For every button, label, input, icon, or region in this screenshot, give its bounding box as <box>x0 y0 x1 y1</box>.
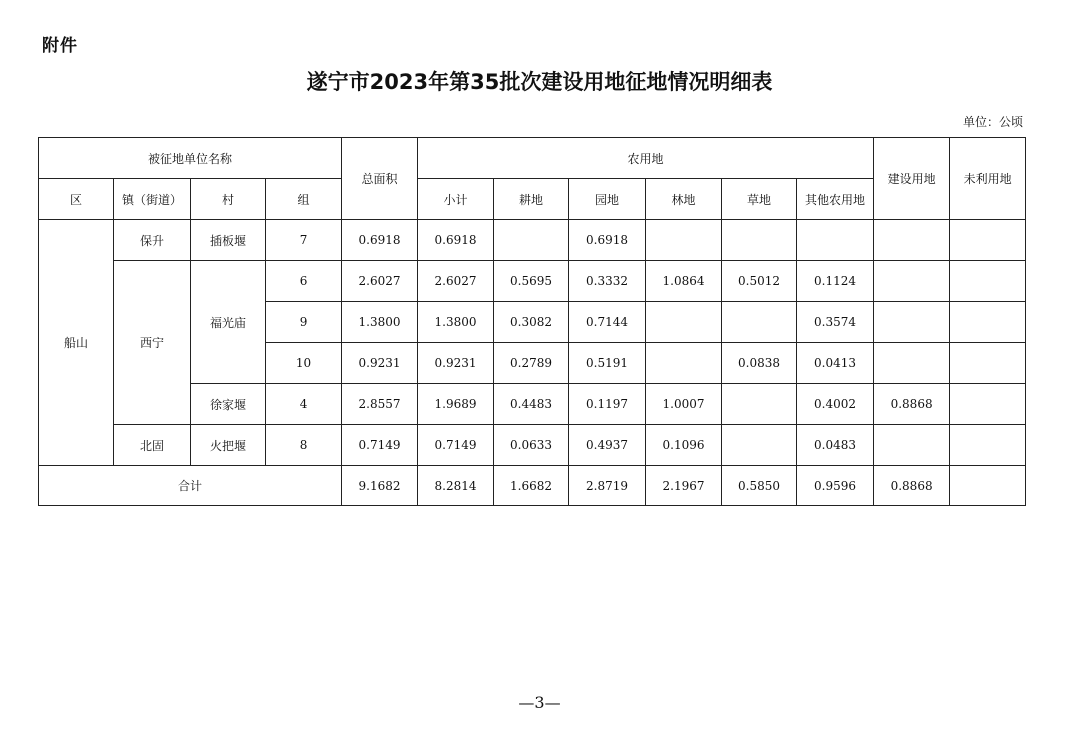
town-cell: 北固 <box>114 425 191 466</box>
forest-cell <box>646 302 722 343</box>
group-cell: 6 <box>266 261 342 302</box>
cultivated-cell: 0.3082 <box>494 302 569 343</box>
unused-cell <box>950 220 1026 261</box>
header-town: 镇（街道） <box>114 179 191 220</box>
header-agri-land: 农用地 <box>418 138 874 179</box>
grass-cell: 0.5012 <box>722 261 797 302</box>
cultivated-cell <box>494 220 569 261</box>
group-cell: 7 <box>266 220 342 261</box>
header-subtotal: 小计 <box>418 179 494 220</box>
garden-cell: 0.7144 <box>569 302 646 343</box>
cultivated-cell: 0.4483 <box>494 384 569 425</box>
construction-cell <box>874 425 950 466</box>
construction-cell <box>874 343 950 384</box>
forest-cell: 0.1096 <box>646 425 722 466</box>
header-village: 村 <box>191 179 266 220</box>
garden-cell: 0.6918 <box>569 220 646 261</box>
group-cell: 9 <box>266 302 342 343</box>
construction-cell <box>874 261 950 302</box>
forest-cell <box>646 220 722 261</box>
forest-cell: 2.1967 <box>646 466 722 506</box>
header-garden: 园地 <box>569 179 646 220</box>
town-cell: 西宁 <box>114 261 191 425</box>
header-unused: 未利用地 <box>950 138 1026 220</box>
land-acquisition-table <box>38 137 1026 506</box>
other-agri-cell: 0.1124 <box>797 261 874 302</box>
construction-cell: 0.8868 <box>874 466 950 506</box>
other-agri-cell: 0.0413 <box>797 343 874 384</box>
garden-cell: 0.5191 <box>569 343 646 384</box>
total-area-cell: 2.6027 <box>342 261 418 302</box>
other-agri-cell: 0.9596 <box>797 466 874 506</box>
unused-cell <box>950 425 1026 466</box>
group-cell: 8 <box>266 425 342 466</box>
header-unit-name: 被征地单位名称 <box>39 138 342 179</box>
subtotal-cell: 0.7149 <box>418 425 494 466</box>
garden-cell: 0.4937 <box>569 425 646 466</box>
village-cell: 福光庙 <box>191 261 266 384</box>
other-agri-cell: 0.3574 <box>797 302 874 343</box>
total-area-cell: 0.6918 <box>342 220 418 261</box>
grass-cell: 0.0838 <box>722 343 797 384</box>
subtotal-cell: 8.2814 <box>418 466 494 506</box>
unused-cell <box>950 261 1026 302</box>
group-cell: 10 <box>266 343 342 384</box>
cultivated-cell: 0.2789 <box>494 343 569 384</box>
total-label: 合计 <box>39 466 342 506</box>
annex-label: 附件 <box>42 36 78 56</box>
header-grass: 草地 <box>722 179 797 220</box>
subtotal-cell: 0.9231 <box>418 343 494 384</box>
grass-cell <box>722 384 797 425</box>
table-row <box>39 261 1026 302</box>
total-area-cell: 0.9231 <box>342 343 418 384</box>
unused-cell <box>950 384 1026 425</box>
construction-cell <box>874 220 950 261</box>
village-cell: 插板堰 <box>191 220 266 261</box>
unit-label: 单位：公顷 <box>962 115 1023 129</box>
garden-cell: 0.3332 <box>569 261 646 302</box>
header-group: 组 <box>266 179 342 220</box>
header-other-agri: 其他农用地 <box>797 179 874 220</box>
district-cell: 船山 <box>39 220 114 466</box>
subtotal-cell: 1.3800 <box>418 302 494 343</box>
village-cell: 徐家堰 <box>191 384 266 425</box>
grass-cell <box>722 425 797 466</box>
construction-cell <box>874 302 950 343</box>
unused-cell <box>950 466 1026 506</box>
unused-cell <box>950 302 1026 343</box>
total-area-cell: 0.7149 <box>342 425 418 466</box>
group-cell: 4 <box>266 384 342 425</box>
construction-cell: 0.8868 <box>874 384 950 425</box>
other-agri-cell <box>797 220 874 261</box>
page-number: —3— <box>518 693 561 712</box>
other-agri-cell: 0.4002 <box>797 384 874 425</box>
cultivated-cell: 0.0633 <box>494 425 569 466</box>
unused-cell <box>950 343 1026 384</box>
grass-cell <box>722 302 797 343</box>
header-total-area: 总面积 <box>342 138 418 220</box>
subtotal-cell: 2.6027 <box>418 261 494 302</box>
table-row <box>39 220 1026 261</box>
header-forest: 林地 <box>646 179 722 220</box>
cultivated-cell: 1.6682 <box>494 466 569 506</box>
town-cell: 保升 <box>114 220 191 261</box>
garden-cell: 0.1197 <box>569 384 646 425</box>
cultivated-cell: 0.5695 <box>494 261 569 302</box>
total-area-cell: 1.3800 <box>342 302 418 343</box>
forest-cell: 1.0007 <box>646 384 722 425</box>
header-cultivated: 耕地 <box>494 179 569 220</box>
forest-cell: 1.0864 <box>646 261 722 302</box>
header-district: 区 <box>39 179 114 220</box>
header-row-1 <box>39 138 1026 179</box>
village-cell: 火把堰 <box>191 425 266 466</box>
total-row <box>39 466 1026 506</box>
table-row <box>39 425 1026 466</box>
forest-cell <box>646 343 722 384</box>
subtotal-cell: 1.9689 <box>418 384 494 425</box>
header-construction: 建设用地 <box>874 138 950 220</box>
total-area-cell: 2.8557 <box>342 384 418 425</box>
subtotal-cell: 0.6918 <box>418 220 494 261</box>
page-title: 遂宁市2023年第35批次建设用地征地情况明细表 <box>306 70 773 94</box>
grass-cell: 0.5850 <box>722 466 797 506</box>
other-agri-cell: 0.0483 <box>797 425 874 466</box>
total-area-cell: 9.1682 <box>342 466 418 506</box>
garden-cell: 2.8719 <box>569 466 646 506</box>
grass-cell <box>722 220 797 261</box>
